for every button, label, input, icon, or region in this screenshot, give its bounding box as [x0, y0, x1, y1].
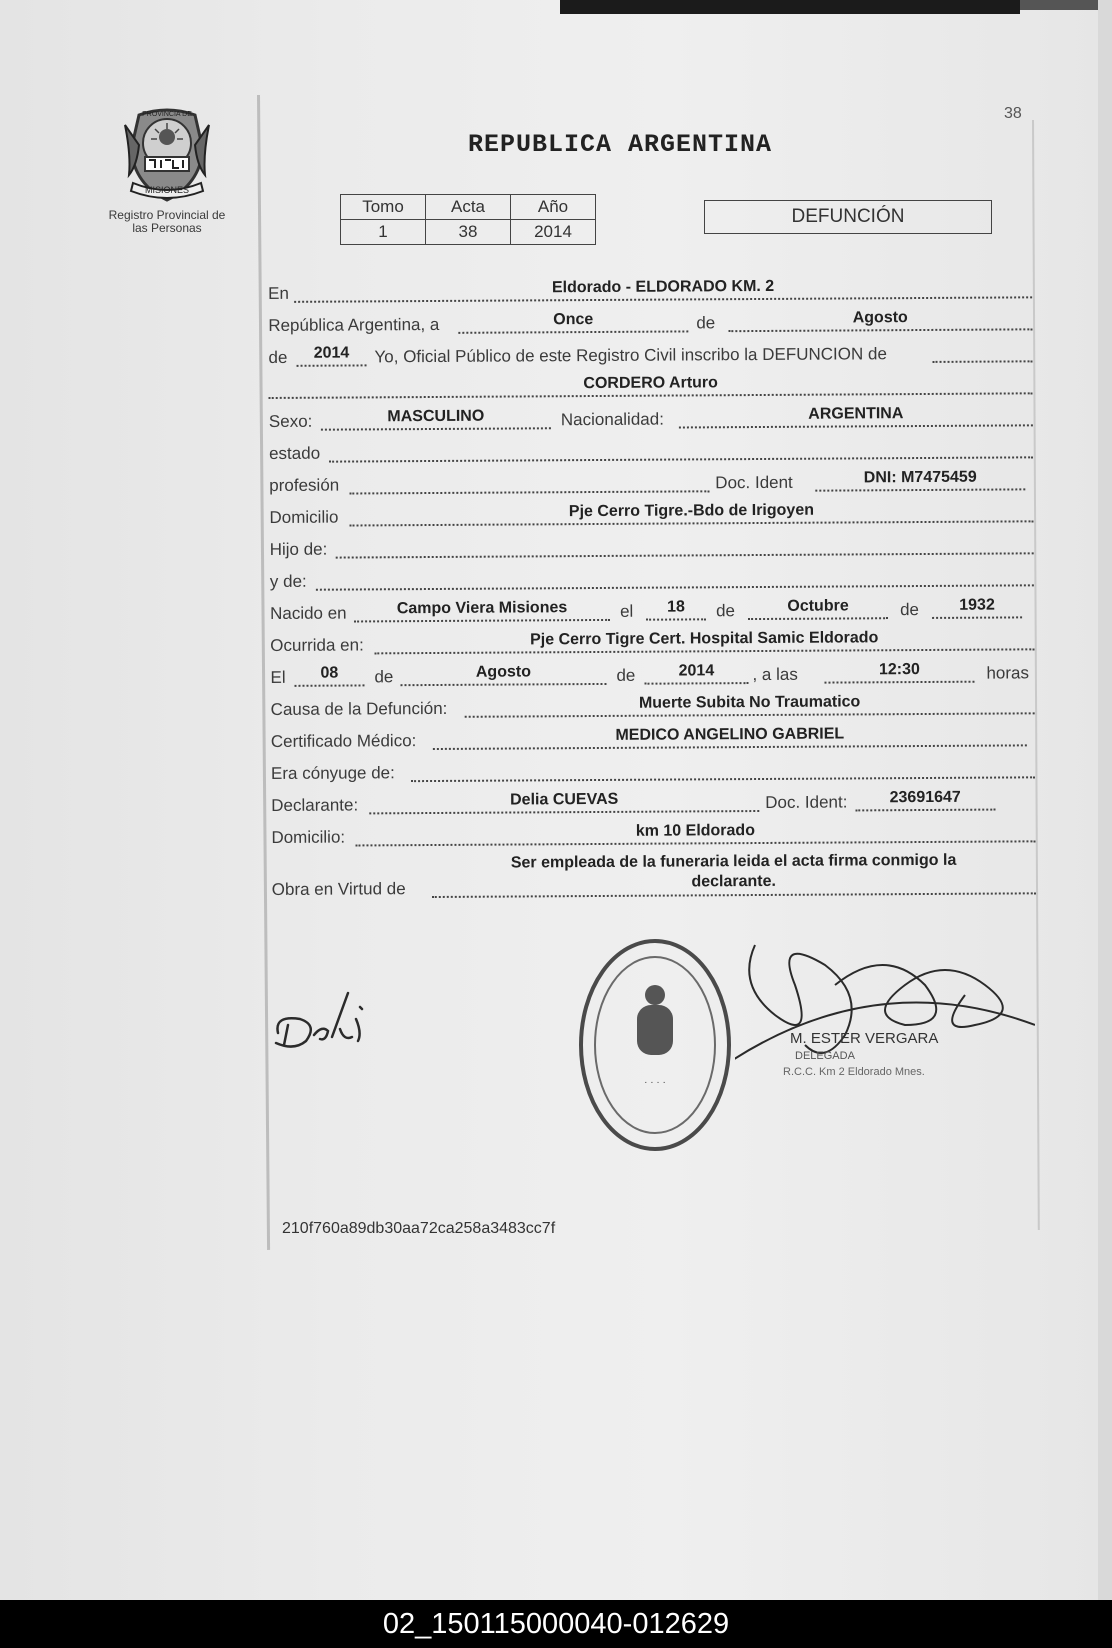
document-hash: 210f760a89db30aa72ca258a3483cc7f	[282, 1220, 556, 1237]
label-de: de	[696, 313, 716, 333]
field-anio: 2014	[296, 342, 366, 366]
table-header-acta: Acta	[426, 195, 511, 220]
label-ocurrida: Ocurrida en:	[270, 635, 364, 655]
row-conyuge	[271, 753, 1036, 786]
row-decl-domicilio	[271, 817, 1036, 850]
row-nombre	[269, 369, 1034, 402]
row-anio	[268, 337, 1033, 370]
label-declarante: Declarante:	[271, 795, 359, 815]
row-domicilio	[269, 497, 1034, 530]
row-ocurrida	[270, 625, 1035, 658]
registry-table	[340, 194, 596, 245]
official-signature	[735, 925, 1035, 1105]
table-header-anio: Año	[511, 195, 596, 220]
row-profesion	[269, 465, 1034, 498]
label-republica: República Argentina, a	[268, 314, 440, 335]
row-declarante	[271, 785, 1036, 818]
svg-text:MISIONES: MISIONES	[144, 185, 190, 195]
label-sexo: Sexo:	[268, 411, 313, 431]
field-nacionalidad: ARGENTINA	[679, 402, 1033, 428]
label-obra: Obra en Virtud de	[271, 879, 406, 899]
field-causa: Muerte Subita No Traumatico	[465, 690, 1035, 717]
field-domicilio: Pje Cerro Tigre.-Bdo de Irigoyen	[349, 498, 1033, 526]
row-y-de	[270, 561, 1035, 594]
field-hijo	[336, 530, 1034, 558]
label-causa: Causa de la Defunción:	[270, 698, 448, 719]
row-hijo	[270, 529, 1035, 562]
label-y-de: y de:	[269, 571, 307, 591]
field-certificado: MEDICO ANGELINO GABRIEL	[433, 722, 1027, 750]
official-stamp	[575, 935, 735, 1155]
scan-id-label: 02_150115000040-012629	[382, 1608, 730, 1640]
label-en: En	[268, 283, 289, 303]
logo-caption-line2: las Personas	[132, 221, 202, 235]
field-def-dia: 08	[294, 662, 364, 686]
table-value-acta: 38	[426, 220, 511, 245]
field-nac-anio: 1932	[932, 594, 1022, 619]
field-obra	[432, 850, 1036, 898]
label-el2: El	[270, 667, 286, 687]
label-yo-oficial: Yo, Oficial Público de este Registro Civil inscribo la DEFUNCION de	[374, 344, 887, 367]
field-nac-dia: 18	[646, 596, 706, 620]
label-nac-de2: de	[899, 600, 920, 620]
label-def-de: de	[374, 667, 394, 687]
table-value-anio: 2014	[511, 220, 596, 245]
official-name: M. ESTER VERGARA	[790, 1030, 939, 1047]
misiones-seal-icon	[117, 105, 217, 205]
official-role: DELEGADA	[795, 1050, 855, 1062]
row-nacimiento	[270, 593, 1035, 626]
registry-logo	[92, 105, 242, 235]
declarant-signature	[270, 985, 390, 1065]
label-certificado: Certificado Médico:	[270, 731, 417, 751]
field-mes: Agosto	[728, 306, 1032, 332]
label-nacionalidad: Nacionalidad:	[560, 409, 664, 430]
field-nombre: CORDERO Arturo	[269, 370, 1033, 399]
field-defuncion-de	[932, 338, 1032, 363]
row-lugar	[268, 273, 1033, 306]
field-lugar: Eldorado - ELDORADO KM. 2	[294, 274, 1032, 303]
scan-edge-right	[1098, 0, 1112, 1600]
field-def-anio: 2014	[644, 660, 748, 685]
act-type-box: DEFUNCIÓN	[704, 200, 992, 234]
label-profesion: profesión	[269, 475, 340, 495]
field-y-de	[316, 562, 1034, 590]
field-profesion	[349, 468, 709, 494]
registry-table-header	[341, 195, 596, 220]
row-obra	[272, 849, 1037, 902]
label-de2: de	[268, 347, 288, 367]
table-header-tomo: Tomo	[341, 195, 426, 220]
label-nac-de: de	[715, 601, 736, 621]
label-domicilio: Domicilio	[269, 507, 339, 527]
row-causa	[271, 689, 1036, 722]
field-ocurrida: Pje Cerro Tigre Cert. Hospital Samic Eldorado	[374, 626, 1034, 654]
official-office: R.C.C. Km 2 Eldorado Mnes.	[783, 1066, 925, 1078]
logo-caption	[92, 209, 242, 235]
row-fecha-defuncion	[270, 657, 1035, 690]
field-decl-domicilio: km 10 Eldorado	[355, 818, 1035, 846]
table-value-tomo: 1	[341, 220, 426, 245]
field-estado	[329, 434, 1033, 462]
label-hijo: Hijo de:	[269, 539, 328, 559]
label-doc-ident: Doc. Ident	[715, 472, 793, 493]
label-horas: horas	[986, 663, 1030, 683]
label-nacido-en: Nacido en	[269, 603, 347, 623]
svg-text:· · · ·: · · · ·	[644, 1077, 666, 1088]
field-nac-mes: Octubre	[748, 595, 888, 620]
row-certificado	[271, 721, 1036, 754]
field-nacido-en: Campo Viera Misiones	[354, 597, 610, 623]
logo-caption-line1: Registro Provincial de	[108, 208, 226, 222]
document-title: REPUBLICA ARGENTINA	[467, 130, 773, 159]
field-def-mes: Agosto	[400, 661, 606, 686]
field-decl-doc: 23691647	[855, 787, 995, 812]
label-conyuge: Era cónyuge de:	[270, 763, 395, 783]
label-a-las: , a las	[752, 664, 798, 685]
registry-table-values	[341, 220, 596, 245]
page-number: 38	[1004, 105, 1022, 122]
label-decl-doc: Doc. Ident:	[765, 792, 848, 812]
field-doc-ident: DNI: M7475459	[815, 466, 1025, 491]
field-conyuge	[411, 754, 1035, 782]
scan-edge-top	[560, 0, 1020, 14]
label-el: el	[619, 601, 634, 621]
field-dia: Once	[458, 308, 688, 333]
field-sexo: MASCULINO	[321, 405, 551, 430]
svg-text:PROVINCIA DE: PROVINCIA DE	[142, 111, 192, 118]
label-estado: estado	[269, 443, 321, 463]
field-obra-line1: Ser empleada de la funeraria leida el acta firma conmigo la	[510, 851, 957, 872]
label-def-de2: de	[616, 665, 636, 685]
row-sexo	[269, 401, 1034, 434]
row-fecha-acta	[268, 305, 1033, 338]
field-hora: 12:30	[824, 659, 974, 684]
field-declarante: Delia CUEVAS	[369, 788, 759, 814]
field-obra-line2: declarante.	[691, 872, 776, 891]
label-decl-domicilio: Domicilio:	[271, 827, 346, 847]
row-estado	[269, 433, 1034, 466]
